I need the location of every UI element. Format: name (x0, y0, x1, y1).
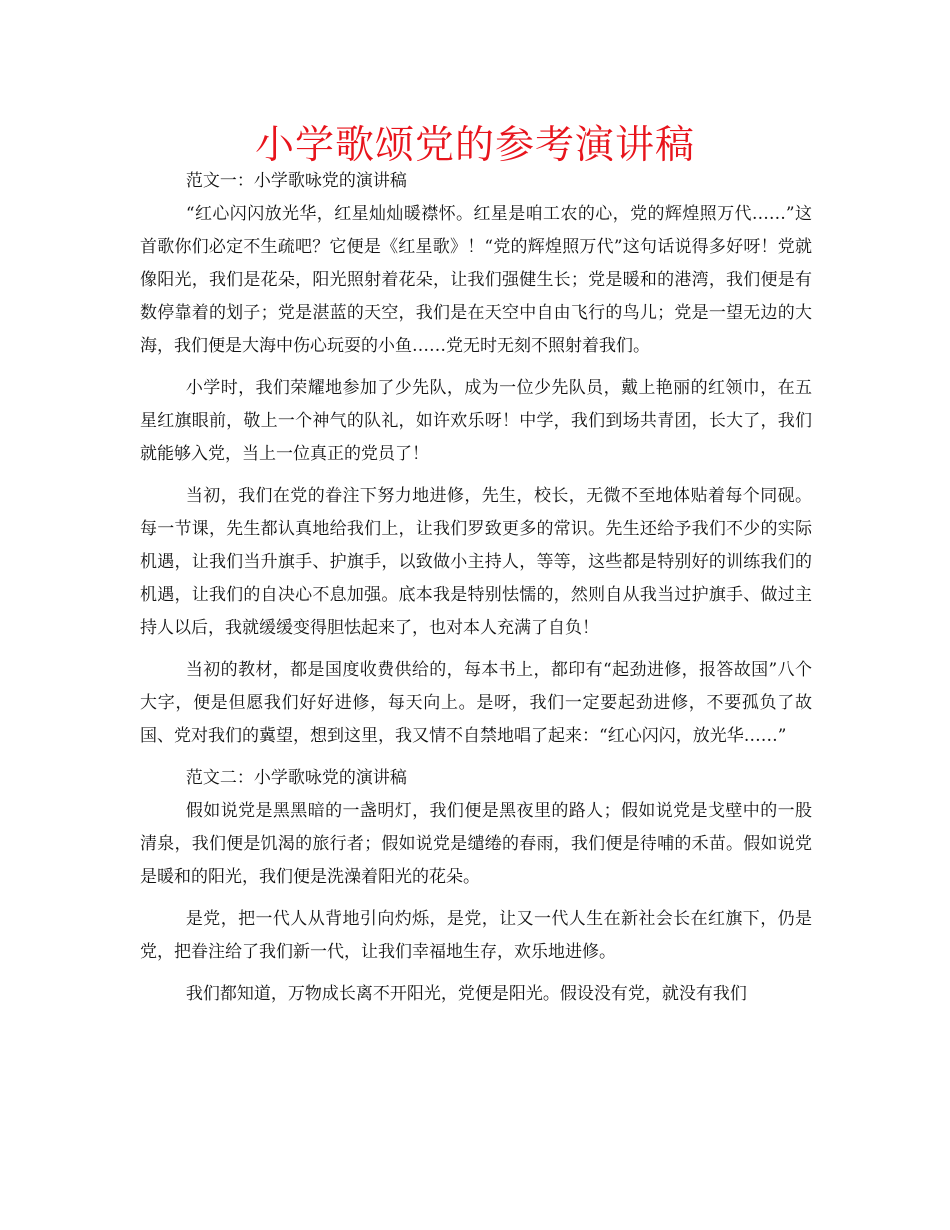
paragraph: 小学时，我们荣耀地参加了少先队，成为一位少先队员，戴上艳丽的红领巾，在五星红旗眼前，敬上一个神气的队礼，如许欢乐呀！中学，我们到场共青团，长大了，我们就能够入党，当上一位真正的党员了！ (140, 378, 812, 464)
paragraph: 当初的教材，都是国度收费供给的，每本书上，都印有“起劲进修，报答故国”八个大字，便是但愿我们好好进修，每天向上。是呀，我们一定要起劲进修，不要孤负了故国、党对我们的冀望，想到这里，我又情不自禁地唱了起来：“红心闪闪，放光华……” (140, 660, 812, 746)
document-title: 小学歌颂党的参考演讲稿 (254, 123, 695, 168)
paragraph: 我们都知道，万物成长离不开阳光，党便是阳光。假设没有党，就没有我们 (185, 984, 747, 1004)
section-heading-2: 范文二：小学歌咏党的演讲稿 (185, 768, 407, 788)
paragraph: 是党，把一代人从背地引向灼烁，是党，让又一代人生在新社会长在红旗下，仍是党，把眷注给了我们新一代，让我们幸福地生存，欢乐地进修。 (140, 909, 812, 962)
paragraph: 当初，我们在党的眷注下努力地进修，先生，校长，无微不至地体贴着每个同砚。每一节课，先生都认真地给我们上，让我们罗致更多的常识。先生还给予我们不少的实际机遇，让我们当升旗手、护旗手，以致做小主持人，等等，这些都是特别好的训练我们的机遇，让我们的自决心不息加强。底本我是特别怯懦的，然则自从我当过护旗手、做过主持人以后，我就缓缓变得胆怯起来了，也对本人充满了自负！ (140, 486, 812, 638)
paragraph: “红心闪闪放光华，红星灿灿暖襟怀。红星是咱工农的心，党的辉煌照万代……”这首歌你们必定不生疏吧？它便是《红星歌》！“党的辉煌照万代”这句话说得多好呀！党就像阳光，我们是花朵，阳光照射着花朵，让我们强健生长；党是暖和的港湾，我们便是有数停靠着的划子；党是湛蓝的天空，我们是在天空中自由飞行的鸟儿；党是一望无边的大海，我们便是大海中伤心玩耍的小鱼……党无时无刻不照射着我们。 (140, 204, 812, 356)
paragraph: 假如说党是黑黑暗的一盏明灯，我们便是黑夜里的路人；假如说党是戈壁中的一股清泉，我们便是饥渴的旅行者；假如说党是缱绻的春雨，我们便是待哺的禾苗。假如说党是暖和的阳光，我们便是洗澡着阳光的花朵。 (140, 801, 812, 887)
section-heading-1: 范文一：小学歌咏党的演讲稿 (185, 171, 407, 191)
document-body (140, 165, 812, 1011)
